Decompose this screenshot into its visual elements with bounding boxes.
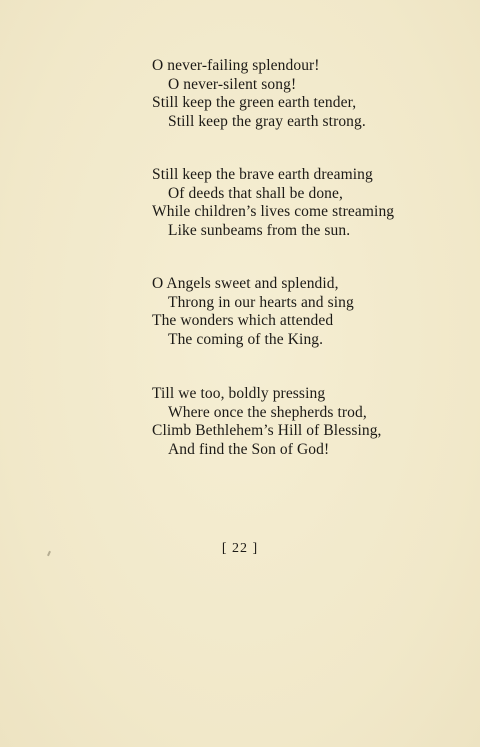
stanza-2 [152,166,452,240]
poem-line: Climb Bethlehem’s Hill of Blessing, [152,422,382,439]
stanza-4 [152,385,452,459]
poem-line: O Angels sweet and splendid, [152,275,339,292]
poem-line: Of deeds that shall be done, [168,184,343,202]
poem-line: Throng in our hearts and sing [168,293,354,311]
stanza-1 [152,57,452,131]
poem-line: O never-silent song! [168,75,297,93]
stanza-3 [152,275,452,349]
page-number: [ 22 ] [221,541,259,556]
poem-line: While children’s lives come streaming [152,203,395,220]
poem-line: Still keep the brave earth dreaming [152,166,373,183]
poem-line: Still keep the gray earth strong. [168,112,366,130]
poem-line: Still keep the green earth tender, [152,94,357,111]
poem-line: Where once the shepherds trod, [168,403,367,421]
poem-line: O never-failing splendour! [152,57,320,74]
poem-line: And find the Son of God! [168,440,330,458]
poem-line: The wonders which attended [152,312,334,329]
poem-line: The coming of the King. [168,330,324,348]
poem-line: Like sunbeams from the sun. [168,221,351,239]
poem-line: Till we too, boldly pressing [152,385,326,402]
